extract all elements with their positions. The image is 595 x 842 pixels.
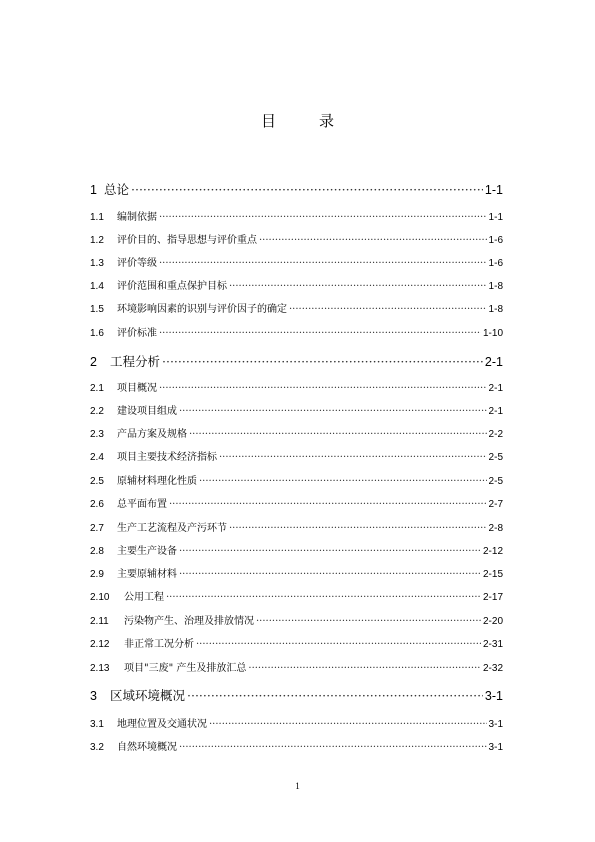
- toc-section-entry[interactable]: [90, 565, 503, 583]
- toc-entry-title: 评价目的、指导思想与评价重点: [117, 235, 257, 246]
- toc-leader-dots: [179, 406, 487, 417]
- toc-entry-number: 2.9: [90, 569, 104, 580]
- toc-leader-dots: [179, 569, 481, 580]
- toc-leader-dots: [159, 328, 481, 339]
- toc-leader-dots: [196, 639, 481, 650]
- toc-entry-number: 2: [90, 355, 97, 369]
- toc-chapter-entry[interactable]: [90, 352, 503, 374]
- toc-leader-dots: [179, 742, 487, 753]
- toc-leader-dots: [166, 592, 481, 603]
- toc-entry-number: 3.2: [90, 742, 104, 753]
- toc-entry-page: 2-1: [488, 383, 503, 394]
- toc-entry-page: 2-8: [488, 523, 503, 534]
- toc-entry-title: 项目"三废" 产生及排放汇总: [124, 663, 247, 674]
- toc-entry-title: 评价等级: [117, 258, 157, 269]
- toc-leader-dots: [209, 719, 487, 730]
- toc-entry-number: 3: [90, 689, 97, 703]
- toc-entry-title: 总平面布置: [117, 499, 167, 510]
- toc-leader-dots: [189, 429, 487, 440]
- toc-leader-dots: [259, 235, 487, 246]
- toc-entry-page: 2-1: [484, 355, 503, 369]
- toc-entry-number: 2.2: [90, 406, 104, 417]
- toc-leader-dots: [159, 383, 487, 394]
- toc-entry-title: 区域环境概况: [110, 688, 186, 703]
- toc-entry-title: 污染物产生、治理及排放情况: [124, 616, 254, 627]
- toc-entry-number: 2.6: [90, 499, 104, 510]
- toc-entry-page: 1-1: [484, 183, 503, 197]
- toc-section-entry[interactable]: [90, 324, 503, 342]
- toc-section-entry[interactable]: [90, 231, 503, 249]
- toc-entry-number: 2.3: [90, 429, 104, 440]
- toc-entry-title: 生产工艺流程及产污环节: [117, 523, 227, 534]
- toc-entry-page: 2-12: [482, 546, 503, 557]
- toc-section-entry[interactable]: [90, 542, 503, 560]
- toc-entry-number: 2.8: [90, 546, 104, 557]
- toc-leader-dots: [229, 523, 487, 534]
- toc-entry-page: 2-5: [488, 476, 503, 487]
- toc-entry-number: 1.2: [90, 235, 104, 246]
- toc-chapter-entry[interactable]: [90, 180, 503, 202]
- toc-entry-page: 2-32: [482, 663, 503, 674]
- toc-entry-title: 非正常工况分析: [124, 639, 194, 650]
- toc-entry-page: 3-1: [488, 719, 503, 730]
- toc-entry-page: 1-10: [482, 328, 503, 339]
- toc-entry-page: 2-2: [488, 429, 503, 440]
- toc-entry-number: 1: [90, 183, 97, 197]
- toc-entry-number: 2.4: [90, 452, 104, 463]
- toc-section-entry[interactable]: [90, 612, 503, 630]
- toc-leader-dots: [289, 304, 487, 315]
- toc-section-entry[interactable]: [90, 588, 503, 606]
- toc-entry-number: 2.11: [90, 616, 109, 627]
- page-number: 1: [295, 781, 300, 791]
- toc-entry-title: 建设项目组成: [117, 406, 177, 417]
- toc-entry-number: 3.1: [90, 719, 104, 730]
- toc-entry-page: 1-8: [488, 304, 503, 315]
- toc-section-entry[interactable]: [90, 208, 503, 226]
- toc-entry-title: 自然环境概况: [117, 742, 177, 753]
- toc-entry-page: 1-6: [488, 258, 503, 269]
- toc-leader-dots: [179, 546, 481, 557]
- toc-leader-dots: [169, 499, 487, 510]
- toc-section-entry[interactable]: [90, 300, 503, 318]
- toc-section-entry[interactable]: [90, 425, 503, 443]
- toc-entry-number: 2.7: [90, 523, 104, 534]
- toc-entry-title: 项目概况: [117, 383, 157, 394]
- toc-entry-title: 公用工程: [124, 592, 164, 603]
- toc-chapter-entry[interactable]: [90, 686, 503, 708]
- toc-section-entry[interactable]: [90, 379, 503, 397]
- toc-entry-page: 3-1: [484, 689, 503, 703]
- toc-entry-title: 评价标准: [117, 328, 157, 339]
- toc-entry-page: 2-5: [488, 452, 503, 463]
- toc-entry-number: 1.5: [90, 304, 104, 315]
- toc-entry-number: 1.1: [90, 212, 104, 223]
- toc-entry-page: 2-15: [482, 569, 503, 580]
- toc-entry-page: 3-1: [488, 742, 503, 753]
- toc-entry-number: 2.12: [90, 639, 110, 650]
- toc-leader-dots: [229, 281, 487, 292]
- toc-entry-title: 环境影响因素的识别与评价因子的确定: [117, 304, 287, 315]
- toc-entry-page: 2-31: [482, 639, 503, 650]
- toc-entry-number: 2.10: [90, 592, 110, 603]
- toc-entry-page: 1-6: [488, 235, 503, 246]
- toc-leader-dots: [248, 663, 481, 674]
- toc-section-entry[interactable]: [90, 448, 503, 466]
- toc-entry-title: 项目主要技术经济指标: [117, 452, 217, 463]
- toc-entry-title: 主要原辅材料: [117, 569, 177, 580]
- toc-entry-number: 1.3: [90, 258, 104, 269]
- toc-entry-number: 1.4: [90, 281, 104, 292]
- toc-entry-title: 编制依据: [117, 212, 157, 223]
- toc-entry-title: 评价范围和重点保护目标: [117, 281, 227, 292]
- toc-entry-title: 产品方案及规格: [117, 429, 187, 440]
- toc-entry-page: 2-1: [488, 406, 503, 417]
- toc-leader-dots: [159, 258, 487, 269]
- toc-entry-page: 2-17: [482, 592, 503, 603]
- toc-leader-dots: [199, 476, 487, 487]
- toc-section-entry[interactable]: [90, 472, 503, 490]
- toc-entry-number: 2.1: [90, 383, 104, 394]
- toc-leader-dots: [187, 688, 483, 703]
- toc-entry-title: 工程分析: [110, 354, 161, 369]
- toc-entry-page: 2-20: [482, 616, 503, 627]
- toc-section-entry[interactable]: [90, 254, 503, 272]
- toc-leader-dots: [162, 354, 483, 369]
- toc-entry-title: 地理位置及交通状况: [117, 719, 207, 730]
- toc-section-entry[interactable]: [90, 277, 503, 295]
- toc-leader-dots: [219, 452, 487, 463]
- toc-section-entry[interactable]: [90, 519, 503, 537]
- toc-entry-title: 主要生产设备: [117, 546, 177, 557]
- toc-entry-title: 总论: [104, 182, 130, 197]
- toc-entry-title: 原辅材料理化性质: [117, 476, 197, 487]
- toc-entry-page: 1-8: [488, 281, 503, 292]
- toc-section-entry[interactable]: [90, 738, 503, 756]
- toc-section-entry[interactable]: [90, 402, 503, 420]
- toc-entry-number: 2.5: [90, 476, 104, 487]
- toc-leader-dots: [256, 616, 481, 627]
- toc-section-entry[interactable]: [90, 635, 503, 653]
- toc-leader-dots: [131, 182, 483, 197]
- toc-entry-page: 2-7: [488, 499, 503, 510]
- toc-entry-page: 1-1: [488, 212, 503, 223]
- toc-section-entry[interactable]: [90, 715, 503, 733]
- toc-entry-number: 2.13: [90, 663, 110, 674]
- toc-section-entry[interactable]: [90, 495, 503, 513]
- toc-title: 目 录: [260, 112, 348, 130]
- toc-leader-dots: [159, 212, 487, 223]
- toc-section-entry[interactable]: [90, 659, 503, 677]
- toc-entry-number: 1.6: [90, 328, 104, 339]
